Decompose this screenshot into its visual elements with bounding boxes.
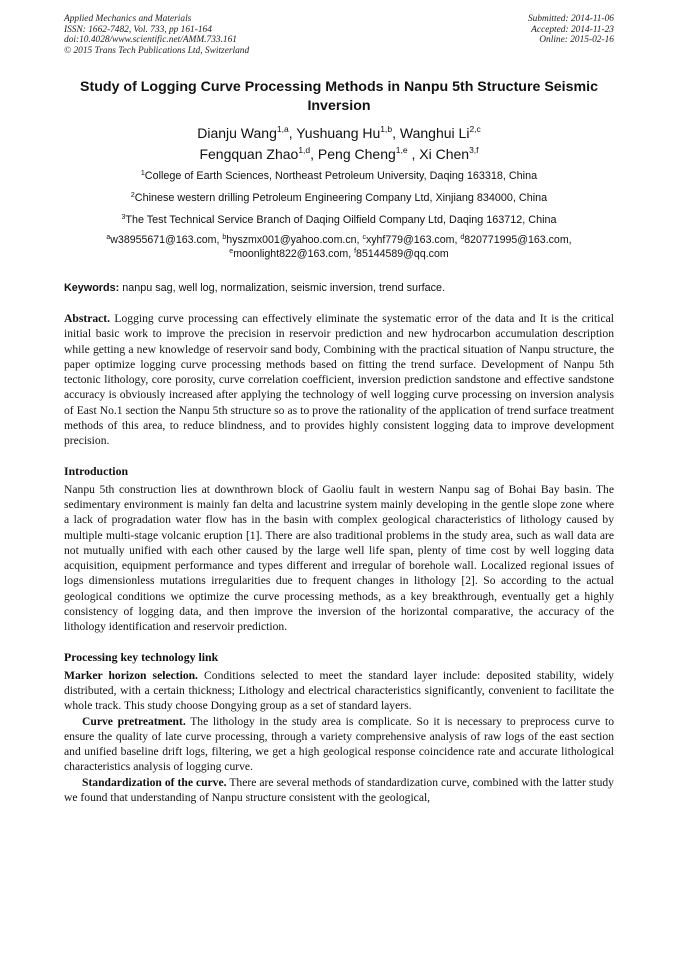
- affiliation-text: College of Earth Sciences, Northeast Petroleum University, Daqing 163318, China: [144, 170, 538, 182]
- paragraph-text: The lithology in the study area is complicate. So it is necessary to preprocess curve to ensure the quality of late curve processing, through a variety comprehensive analysis of raw logs of the east section and unified baseline drift logs, filtering, we get a high geological response coincidence rate and accurate lithological characteristics analysis of logging curve.: [64, 714, 614, 774]
- introduction-body: [64, 482, 614, 635]
- paragraph: [64, 668, 614, 714]
- affiliation-2: [64, 191, 614, 205]
- author-sup: 2,c: [469, 124, 481, 134]
- email-sup: d: [460, 234, 465, 241]
- keywords-label: Keywords:: [64, 282, 120, 294]
- email-sup: a: [106, 234, 111, 241]
- paragraph-text: Conditions selected to meet the standard layer include: deposited stability, widely distributed, with a certain thickness; Lithology and electrical characteristics significantly, convenient to facilitate the whole track. This study choose Dongying group as a set of standard layers.: [64, 668, 614, 713]
- affiliation-3: [64, 213, 614, 227]
- author-name: Yushuang Hu: [296, 125, 381, 141]
- date-accepted: Accepted: 2014-11-23: [531, 24, 614, 35]
- paragraph-label: Curve pretreatment.: [82, 714, 186, 728]
- journal-doi[interactable]: doi:10.4028/www.scientific.net/AMM.733.161: [64, 35, 237, 45]
- affiliation-sup: 3: [121, 214, 126, 221]
- affiliations: [64, 169, 614, 227]
- author-line-1: Dianju Wang$^{1,a}$, Yushuang Hu$^{1,b}$, Wanghui Li$^{2,c}$: [197, 124, 481, 141]
- submission-dates: [528, 14, 614, 56]
- affiliation-sup: 2: [130, 192, 135, 199]
- email-link[interactable]: moonlight822@163.com: [233, 248, 349, 260]
- email-sup: c: [362, 234, 366, 241]
- paragraph-text: There are several methods of standardization curve, combined with the latter study we found that understanding of Nanpu structure consistent with the geological,: [64, 775, 614, 805]
- journal-info: [64, 14, 249, 56]
- paragraph: [64, 775, 614, 806]
- author-name: Dianju Wang: [197, 125, 277, 141]
- journal-name: Applied Mechanics and Materials: [64, 14, 192, 24]
- date-online: Online: 2015-02-16: [539, 35, 614, 45]
- email-link[interactable]: 85144589@qq.com: [356, 248, 449, 260]
- author-sup: 3,f: [469, 145, 479, 155]
- affiliation-text: Chinese western drilling Petroleum Engineering Company Ltd, Xinjiang 834000, China: [134, 192, 548, 204]
- affiliation-sup: 1: [140, 170, 145, 177]
- email-link[interactable]: w38955671@163.com: [110, 234, 217, 246]
- keywords: [64, 281, 614, 295]
- date-submitted: Submitted: 2014-11-06: [527, 14, 614, 24]
- affiliation-text: The Test Technical Service Branch of Daqing Oilfield Company Ltd, Daqing 163712, China: [125, 214, 557, 226]
- author-name: Wanghui Li: [399, 125, 470, 141]
- abstract-label: Abstract.: [64, 312, 111, 325]
- author-name: Fengquan Zhao: [199, 146, 299, 162]
- email-link[interactable]: xyhf779@163.com: [365, 234, 455, 246]
- author-sup: 1,e: [395, 145, 408, 155]
- processing-body: [64, 668, 614, 806]
- section-heading-processing: Processing key technology link: [64, 649, 219, 664]
- paragraph-label: Standardization of the curve.: [82, 775, 227, 789]
- author-sup: 1,b: [380, 124, 393, 134]
- paper-title: Study of Logging Curve Processing Methods in Nanpu 5th Structure Seismic Inversion: [80, 79, 598, 114]
- section-heading-introduction: Introduction: [64, 463, 129, 478]
- journal-copyright: © 2015 Trans Tech Publications Ltd, Switzerland: [64, 45, 250, 56]
- author-sup: 1,a: [276, 124, 289, 134]
- abstract-text: Logging curve processing can effectively eliminate the systematic error of the data and It is the critical initial basic work to improve the precision in reservoir prediction and new hydrocarbon accumulation description while getting a new knowledge of reservoir sand body, Combining with the practical situation of Nanpu structure, the paper optimize logging curve processing methods based on fitting the trend surface. Development of Nanpu 5th tectonic lithology, core porosity, curve correlation coefficient, inversion prediction sandstone and effective sandstone accuracy is obviously increased after applying the technology of well logging curve processing on inversion analysis of East No.1 section the Nanpu 5th structure so as to prove the rationality of the application of trend surface treatment methods of this area, to reduce blindness, and to provides highly consistent logging data to improve development precision.: [64, 312, 614, 448]
- paragraph: [64, 714, 614, 775]
- email-sup: b: [222, 234, 227, 241]
- author-name: Peng Cheng: [317, 146, 396, 162]
- author-emails: [64, 233, 614, 261]
- email-sup: f: [354, 248, 357, 255]
- abstract: [64, 311, 614, 449]
- keywords-text: nanpu sag, well log, normalization, seismic inversion, trend surface.: [122, 282, 446, 294]
- journal-issn: ISSN: 1662-7482, Vol. 733, pp 161-164: [64, 24, 212, 35]
- email-line-1: $^a$w38955671@163.com, $^b$hyszmx001@yahoo.com.cn, $^c$xyhf779@163.com, $^d$820771995@163.com,: [106, 234, 572, 246]
- affiliation-1: [64, 169, 614, 183]
- paragraph: Nanpu 5th construction lies at downthrown block of Gaoliu fault in western Nanpu sag of Bohai Bay basin. The sedimentary environment is mainly fan delta and lacustrine system mainly developing in the gentle slope zone where a lack of progradation water flow has in the basin with complex geological characteristics of lithology caused by multiple multi-stage volcanic eruption [1]. There are also traditional problems in the study area, such as wall data are not mutually unified with each other caused by the large well life span, plenty of time cost by well logging data acquisition, equipment performance and types different and irregular of borehole wall. Localized regional issues of logs dimensionless mutations irregularities due to frequent changes in lithology [2]. So according to the actual geological conditions we optimize the curve processing methods, as a key breakthrough, eventually get a highly consistency of logging data, and then improve the inversion of the horizontal comparative, the accuracy of the lithology identification and reservoir prediction.: [64, 482, 614, 634]
- email-sup: e: [229, 248, 234, 255]
- journal-header: [64, 14, 614, 56]
- author-line-2: Fengquan Zhao$^{1,d}$, Peng Cheng$^{1,e}$ , Xi Chen$^{3,f}$: [199, 145, 479, 162]
- author-name: Xi Chen: [419, 146, 470, 162]
- author-list: [64, 123, 614, 165]
- email-link[interactable]: hyszmx001@yahoo.com.cn: [226, 234, 357, 246]
- email-link[interactable]: 820771995@163.com: [464, 234, 569, 246]
- paragraph-label: Marker horizon selection.: [64, 668, 198, 682]
- author-sup: 1,d: [298, 145, 311, 155]
- email-line-2: $^e$moonlight822@163.com, $^f$85144589@qq.com: [229, 248, 449, 260]
